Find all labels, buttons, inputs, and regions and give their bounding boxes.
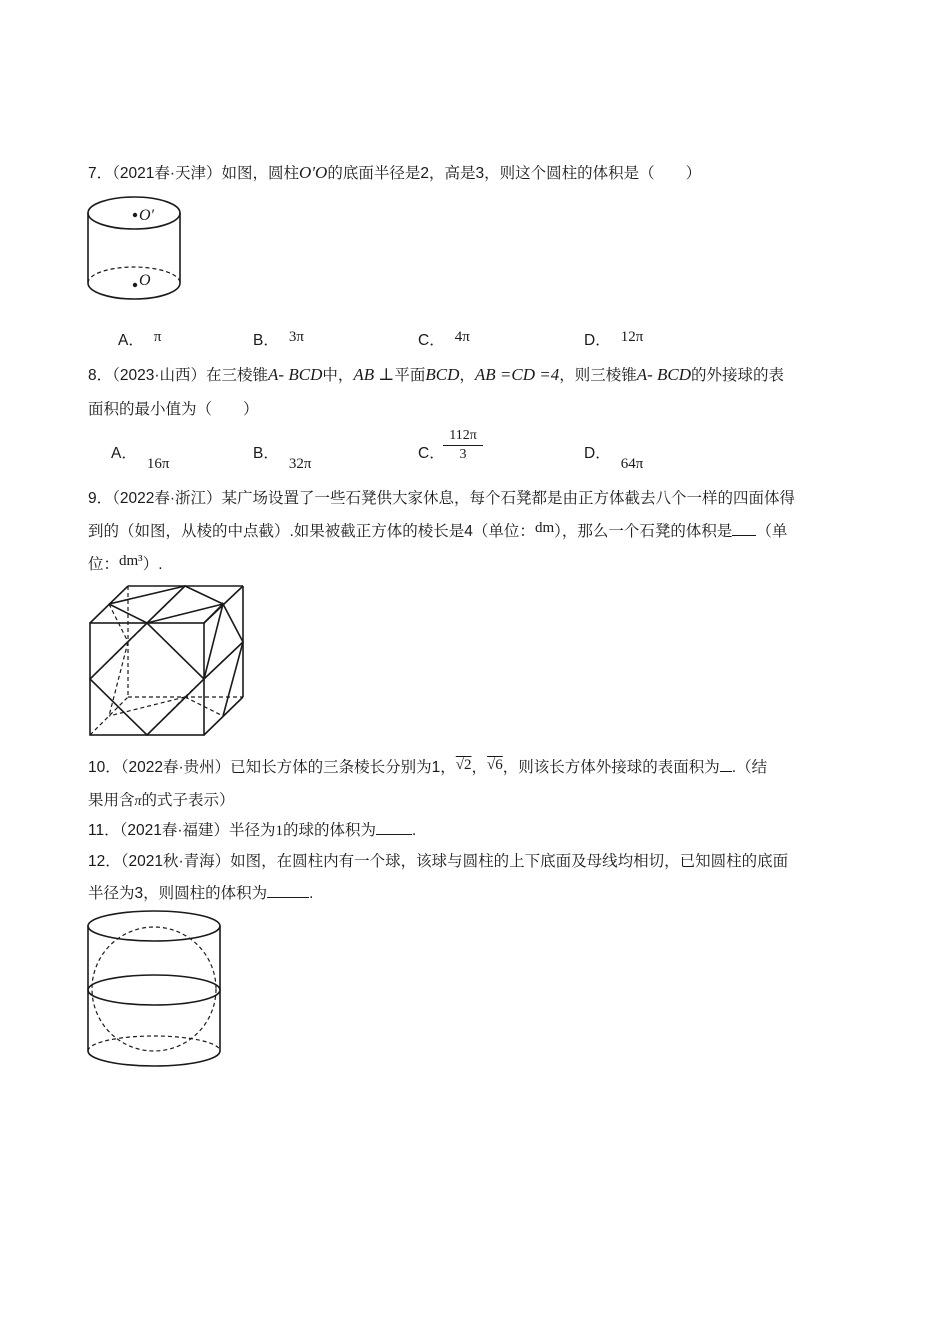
q9-stem-line2	[88, 519, 787, 541]
q7-option-d[interactable]	[584, 328, 643, 350]
q9-text: 某广场设置了一些石凳供大家休息，每个石凳都是由正方体截去八个一样的四面体得	[221, 490, 796, 507]
q8-stem-line1	[88, 363, 784, 385]
q8-text: 平面	[394, 367, 426, 384]
q10-stem-line2	[88, 788, 235, 810]
q12-text: 半径为3，则圆柱的体积为	[88, 885, 268, 902]
q9-answer-blank[interactable]	[732, 521, 756, 536]
q8-source: （2023·山西）	[112, 367, 207, 384]
q8-option-c-fraction	[443, 428, 483, 463]
option-label: D．	[584, 332, 611, 349]
q8-math-eq: AB =CD =4	[474, 365, 560, 384]
q11-text: 半径为	[229, 822, 276, 839]
q8-text: ，则三棱锥	[559, 367, 637, 384]
q8-text: 中，	[322, 367, 354, 384]
q9-stem-line3	[88, 552, 163, 574]
q8-option-d[interactable]	[584, 441, 644, 472]
q10-math-pi: π	[134, 794, 142, 809]
q12-source: （2021秋·青海）	[120, 853, 231, 870]
fraction-denominator: 3	[459, 447, 467, 462]
q9-stem-line1	[88, 486, 795, 508]
q11-text: 的球的体积为	[283, 822, 377, 839]
option-value: 3π	[288, 329, 304, 345]
q11-answer-blank[interactable]	[376, 820, 412, 835]
q9-text: ），那么一个石凳的体积是	[554, 523, 733, 540]
q12-stem-line1	[88, 849, 788, 871]
q9-unit-dm3: dm³	[119, 553, 143, 569]
q9-text: 到的（如图，从棱的中点截）.如果被截正方体的棱长是4（单位：	[88, 523, 535, 540]
q8-text: ，	[459, 367, 475, 384]
q8-option-b[interactable]	[253, 441, 312, 472]
q7-math-oo: O′O	[299, 163, 328, 182]
option-value: π	[153, 329, 162, 345]
option-label: D．	[584, 445, 611, 462]
q10-text: 的式子表示）	[141, 792, 235, 809]
option-value: 12π	[620, 329, 644, 345]
q12-answer-blank[interactable]	[267, 883, 309, 898]
q11-number: 11．	[88, 822, 120, 839]
q11-stem	[88, 818, 416, 840]
q12-number: 12．	[88, 853, 121, 870]
q12-stem-line2	[88, 881, 313, 903]
q10-text: ，则该长方体外接球的表面积为	[502, 759, 720, 776]
q9-text: （单	[756, 523, 788, 540]
q11-text: .	[412, 822, 417, 839]
q7-text: 如图，圆柱	[221, 165, 300, 182]
q10-stem-line1	[88, 755, 767, 777]
q12-text: 如图，在圆柱内有一个球，该球与圆柱的上下底面及母线均相切，已知圆柱的底面	[230, 853, 789, 870]
q7-label-o: O	[139, 272, 151, 289]
q9-number: 9．	[88, 490, 113, 507]
q10-text: 已知长方体的三条棱长分别为1，	[230, 759, 456, 776]
q10-math-sqrt2: √2	[455, 757, 472, 773]
q7-option-b[interactable]	[253, 328, 304, 350]
q10-text: ，	[471, 759, 488, 776]
q12-text: .	[309, 885, 314, 902]
q8-stem-line2: 面积的最小值为（ ）	[88, 401, 259, 418]
q7-stem	[88, 161, 701, 183]
option-label: C．	[418, 332, 445, 349]
q8-option-c[interactable]	[418, 441, 445, 463]
q7-option-a[interactable]	[118, 328, 161, 350]
option-label: B．	[253, 445, 279, 462]
q8-math-tetra2: A- BCD	[636, 365, 692, 384]
q8-text: 在三棱锥	[206, 367, 269, 384]
q7-source: （2021春·天津）	[112, 165, 222, 182]
q9-text: ）.	[142, 556, 163, 573]
q8-math-plane: BCD	[425, 365, 460, 384]
option-label: C．	[418, 445, 445, 462]
q11-source: （2021春·福建）	[119, 822, 229, 839]
q7-number: 7．	[88, 165, 113, 182]
option-label: A．	[118, 332, 144, 349]
q7-text-after: 的底面半径是2，高是3，则这个圆柱的体积是（ ）	[327, 165, 702, 182]
q8-math-perp: AB ⊥	[353, 365, 395, 384]
q10-answer-blank[interactable]	[720, 757, 732, 772]
option-value: 64π	[620, 456, 644, 472]
q7-label-o-prime: O′	[139, 207, 155, 224]
q11-math-one: 1	[275, 823, 284, 839]
q12-cylinder-sphere-figure	[86, 909, 226, 1069]
option-label: B．	[253, 332, 279, 349]
q9-source: （2022春·浙江）	[112, 490, 222, 507]
option-value: 32π	[288, 456, 312, 472]
q8-number: 8．	[88, 367, 113, 384]
option-label: A．	[111, 445, 137, 462]
q10-text: 果用含	[88, 792, 135, 809]
q7-cylinder-figure	[86, 195, 186, 310]
option-value: 4π	[454, 329, 470, 345]
q10-source: （2022春·贵州）	[120, 759, 231, 776]
q10-number: 10．	[88, 759, 121, 776]
q7-option-c[interactable]	[418, 328, 470, 350]
q10-text: .（结	[731, 759, 768, 776]
q8-option-a[interactable]	[111, 441, 170, 472]
q10-math-sqrt6: √6	[487, 757, 503, 773]
fraction-numerator: 112π	[443, 428, 483, 446]
q9-cube-figure	[86, 583, 248, 738]
q8-text: 的外接球的表	[691, 367, 785, 384]
q8-math-tetra: A- BCD	[268, 365, 323, 384]
q9-unit-dm: dm	[534, 520, 555, 536]
q9-text: 位：	[88, 556, 120, 573]
option-value: 16π	[146, 456, 170, 472]
